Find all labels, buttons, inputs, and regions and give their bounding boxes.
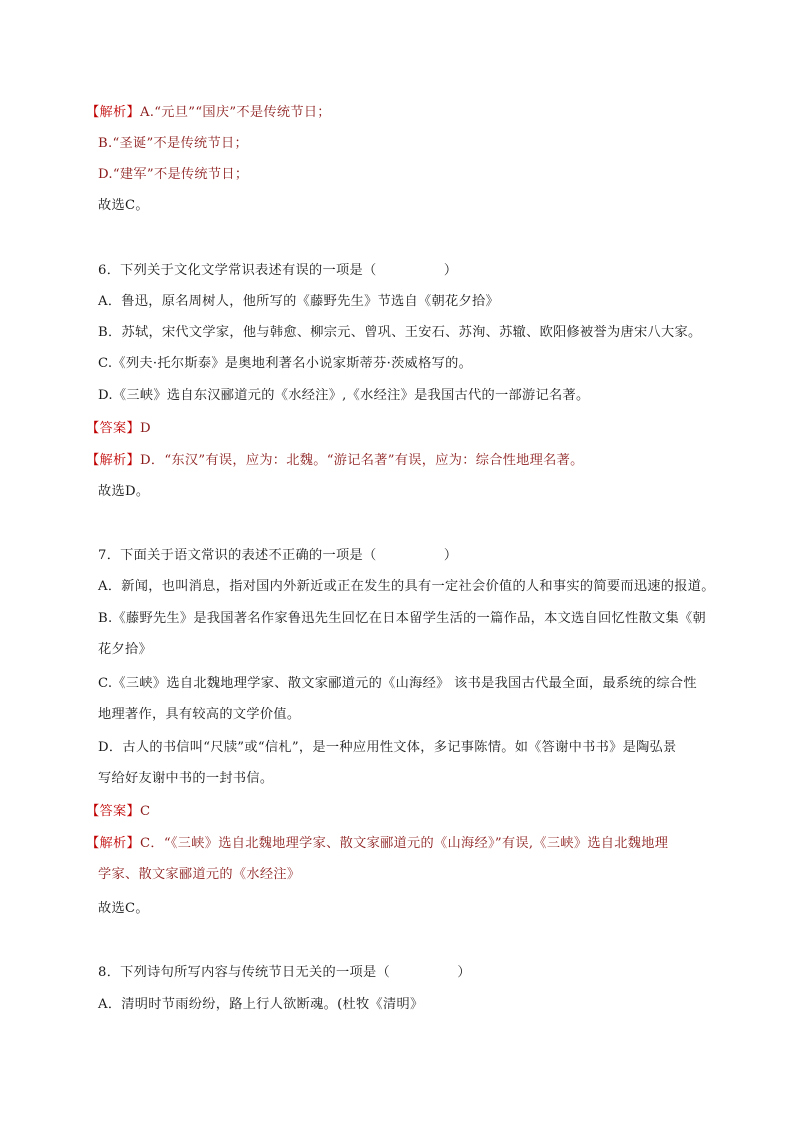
q6-option-c: C.《列夫·托尔斯泰》是奥地利著名小说家斯蒂芬·茨威格写的。 <box>98 356 473 371</box>
answer-tag: 【答案】 <box>86 804 140 819</box>
q6-stem: 6．下列关于文化文学常识表述有误的一项是（ ） <box>98 263 458 278</box>
q7-analysis-2: 学家、散文家郦道元的《水经注》 <box>98 867 301 882</box>
q5-analysis-a: A.“元旦”“国庆”不是传统节日； <box>139 105 331 120</box>
q6-analysis-line <box>86 452 584 470</box>
analysis-tag: 【解析】 <box>86 105 140 120</box>
q7-option-c-2: 地理著作，具有较高的文学价值。 <box>98 707 301 722</box>
q6-option-a: A．鲁迅，原名周树人，他所写的《藤野先生》节选自《朝花夕拾》 <box>98 294 499 309</box>
analysis-tag: 【解析】 <box>86 836 140 851</box>
q7-conclusion: 故选C。 <box>98 901 149 916</box>
q7-option-d-1: D．古人的书信叫“尺牍”或“信札”，是一种应用性文体，多记事陈情。如《答谢中书书》是陶弘景 <box>98 740 677 755</box>
q7-option-b-2: 花夕拾》 <box>98 642 152 657</box>
q7-option-d-2: 写给好友谢中书的一封书信。 <box>98 771 274 786</box>
q6-option-b: B．苏轼，宋代文学家，他与韩愈、柳宗元、曾巩、王安石、苏洵、苏辙、欧阳修被誉为唐宋八大家。 <box>98 325 702 340</box>
q7-answer: C <box>139 804 151 819</box>
q6-answer-line <box>86 420 151 438</box>
q5-conclusion: 故选C。 <box>98 198 149 213</box>
q5-analysis-a-line <box>86 104 331 122</box>
q5-analysis-b: B.“圣诞”不是传统节日； <box>98 136 248 151</box>
q7-analysis-line-1 <box>86 835 668 853</box>
q7-option-c-1: C.《三峡》选自北魏地理学家、散文家郦道元的《山海经》 该书是我国古代最全面，最系统的综合性 <box>98 676 697 691</box>
q7-stem: 7．下面关于语文常识的表述不正确的一项是（ ） <box>98 548 458 563</box>
q6-option-d: D.《三峡》选自东汉郦道元的《水经注》,《水经注》是我国古代的一部游记名著。 <box>98 388 590 403</box>
q6-conclusion: 故选D。 <box>98 484 150 499</box>
answer-tag: 【答案】 <box>86 421 140 436</box>
q7-option-b-1: B.《藤野先生》是我国著名作家鲁迅先生回忆在日本留学生活的一篇作品，本文选自回忆性散文集《朝 <box>98 611 706 626</box>
q6-analysis: D．“东汉”有误，应为：北魏。“游记名著”有误，应为：综合性地理名著。 <box>139 453 584 468</box>
q7-option-a: A．新闻，也叫消息，指对国内外新近或正在发生的具有一定社会价值的人和事实的简要而迅速的报道。 <box>98 579 715 594</box>
q8-option-a: A．清明时节雨纷纷，路上行人欲断魂。(杜牧《清明》 <box>98 997 424 1012</box>
analysis-tag: 【解析】 <box>86 453 140 468</box>
q7-analysis-1: C．“《三峡》选自北魏地理学家、散文家郦道元的《山海经》”有误,《三峡》选自北魏地理 <box>139 836 669 851</box>
q5-analysis-d: D.“建军”不是传统节日； <box>98 167 249 182</box>
q7-answer-line <box>86 803 150 821</box>
q8-stem: 8．下列诗句所写内容与传统节日无关的一项是（ ） <box>98 965 471 980</box>
q6-answer: D <box>139 421 151 436</box>
